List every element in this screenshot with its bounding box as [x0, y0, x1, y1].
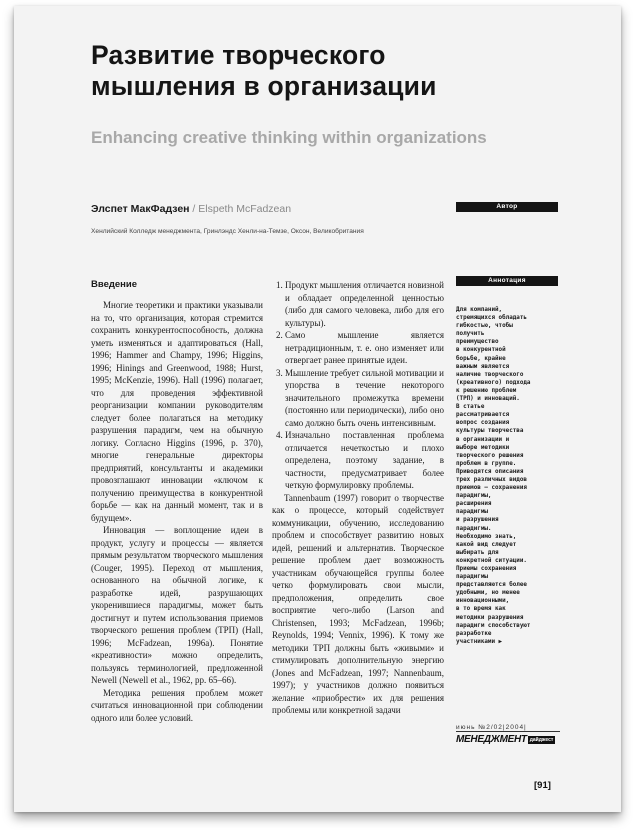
magazine-logo-sub: дайджест — [529, 736, 554, 743]
paragraph: Методика решения проблем может считаться инновационной при соблюдении одного или более условий. — [91, 687, 263, 723]
abstract-label: Аннотация — [456, 276, 558, 286]
list-item: 2. Само мышление является нетрадиционным, т. е. оно изменяет или отвергает ранее принятые идеи. — [285, 329, 444, 367]
magazine-logo — [456, 734, 560, 745]
conditions-list — [272, 279, 444, 492]
paragraph: Многие теоретики и практики указывали на то, что организация, которая стремится сохранить конкурентоспособность, должна уметь изменяться и адаптироваться (Hall, 1996; Hammer and Champy, 1996; Higgins, 1996; Hinings and Greenwood, 1988; Hurst, 1995; McKenzie, 1996). Hall (1996) полагает, что для проведения эффективной реорганизации компании руководителям следует более полагаться на методику разрушения парадигм, чем на обычную логику. Согласно Higgins (1996, p. 370), многие генеральные директоры предприятий, консультанты и академики провозглашают инновации «ключом к получению преимущества в конкурентной борьбе — как на данный момент, так и в будущем». — [91, 300, 263, 523]
author-label: Автор — [456, 202, 558, 212]
author-name-en: Elspeth McFadzean — [198, 203, 292, 215]
paragraph: Инновация — воплощение идеи в продукт, услугу и процессы — является прямым результатом творческого мышления (Couger, 1995). Переход от мышления, основанного на обычной логике, к разработке идей, разрушающих укоренившиеся парадигмы, может быть достигнут и путем использования приемов творческого решения проблем (ТРП) (Hall, 1996; McFadzean, 1996a). Понятие «креативности» можно определить, пользуясь терминологией, предложенной Newell (Newell et al., 1962, pp. 65–66). — [91, 525, 263, 685]
author-separator: / — [189, 203, 199, 215]
author-name-ru: Элспет МакФадзен — [91, 203, 190, 215]
article-title-ru: Развитие творческого мышления в организации — [91, 40, 437, 101]
author-line — [91, 203, 451, 215]
article-title-en: Enhancing creative thinking within organizations — [91, 128, 487, 147]
list-item: 1. Продукт мышления отличается новизной и обладает определенной ценностью (либо для самого человека, либо для его культуры). — [285, 279, 444, 329]
magazine-logo-main: МЕНЕДЖМЕНТ — [456, 734, 527, 745]
author-affiliation: Хенлийский Колледж менеджмента, Гринлэндс Хенли-на-Темзе, Оксон, Великобритания — [91, 228, 364, 235]
body-column-2 — [272, 279, 444, 717]
body-column-1 — [91, 299, 263, 724]
list-item: 4. Изначально поставленная проблема отличается нечеткостью и плохо определена, поэтому задание, в частности, предусматривает более четкую формулировку проблемы. — [285, 429, 444, 492]
page-number: [91] — [534, 780, 551, 791]
article-page — [14, 6, 621, 812]
paragraph: Tannenbaum (1997) говорит о творчестве как о процессе, который содействует коммуникации, обучению, исследованию проблем и способствует развитию новых идей, решений и альтернатив. Творческое решение проблем дает возможность участникам обучающейся группы более четко формулировать свои мысли, предположения, определить свое восприятие чего-либо (Larson and Christensen, 1993; McFadzean, 1996b; Reynolds, 1994; Vennix, 1996). К тому же методики ТРП должны быть «живыми» и стимулировать дополнительную энергию (Jones and McFadzean, 1997; Nannenbaum, 1997); у участников должно появиться желание «приобрести» их для решения проблемы или конкретной задачи — [272, 492, 444, 715]
section-heading: Введение — [91, 279, 138, 290]
list-item: 3. Мышление требует сильной мотивации и упорства в течение некоторого значительного промежутка времени (постоянно или периодически), либо оно само должно быть очень интенсивным. — [285, 367, 444, 430]
issue-info: июнь №2/02|2004| — [456, 724, 560, 732]
abstract-text: Для компаний, стремящихся обладать гибкостью, чтобы получить преимущество в конкурентной борьбе, крайне важным является наличие творческого (креативного) подхода к решению проблем (ТРП) и инноваций. В статье рассматривается вопрос создания культуры творчества в организации и выборе методики творческого решения проблем в группе. Приводятся описания трех различных видов приемов — сохранения парадигмы, расширения парадигмы и разрушения парадигмы. Необходимо знать, какой вид следует выбирать для конкретной ситуации. Приемы сохранения парадигмы представляются более удобными, но менее инновационными, в то время как методики разрушения парадигм способствуют разработке участниками ▶ — [456, 307, 531, 645]
